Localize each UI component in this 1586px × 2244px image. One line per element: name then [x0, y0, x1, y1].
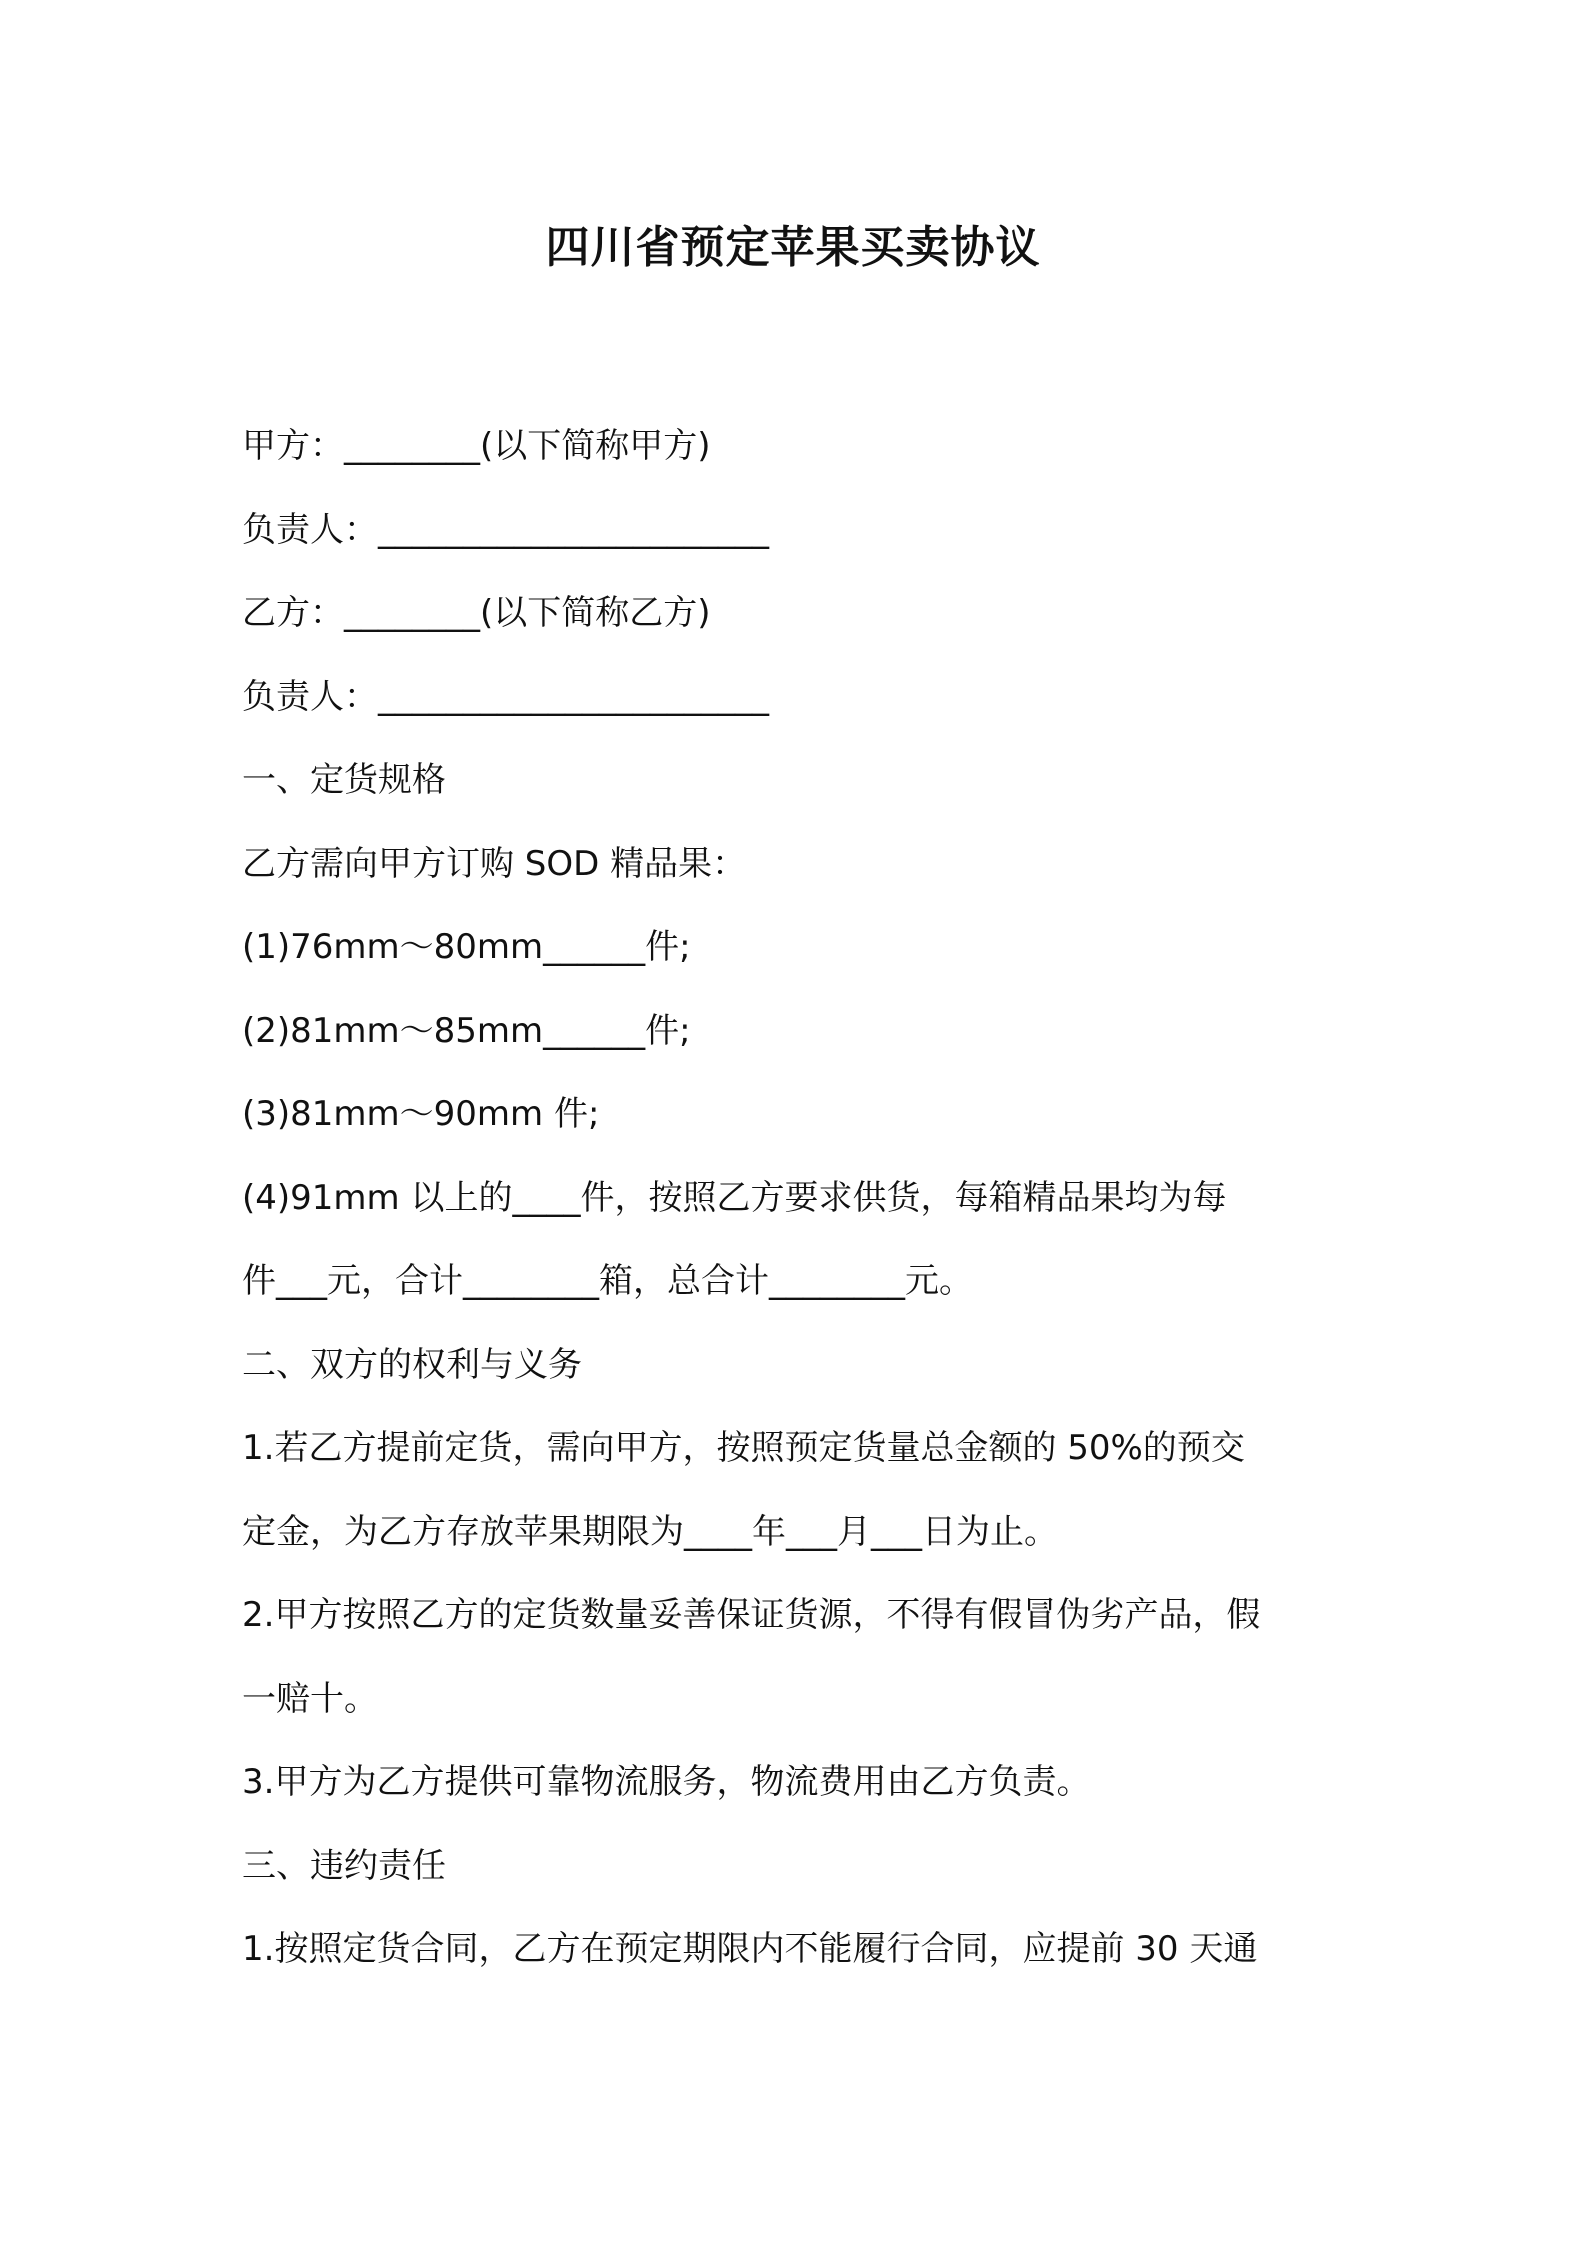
section-heading-specifications: 一、定货规格: [242, 760, 446, 800]
list-item-size-2: (2)81mm～85mm______件;: [242, 1010, 691, 1051]
document-body: [242, 405, 1372, 1992]
document-title: 四川省预定苹果买卖协议: [545, 222, 1041, 273]
party-b-line: 乙方：________(以下简称乙方): [242, 593, 711, 633]
paragraph-line: 件___元，合计________箱，总合计________元。: [242, 1261, 973, 1301]
clause-2-2: 2.甲方按照乙方的定货数量妥善保证货源，不得有假冒伪劣产品，假: [242, 1595, 1261, 1635]
party-a-line: 甲方：________(以下简称甲方): [242, 426, 711, 466]
party-a-representative-line: 负责人：_______________________: [242, 509, 769, 550]
list-item-size-4: (4)91mm 以上的____件，按照乙方要求供货，每箱精品果均为每: [242, 1177, 1227, 1218]
list-item-size-3: (3)81mm～90mm 件;: [242, 1094, 600, 1134]
section-heading-rights-obligations: 二、双方的权利与义务: [242, 1344, 582, 1385]
clause-2-3: 3.甲方为乙方提供可靠物流服务，物流费用由乙方负责。: [242, 1762, 1091, 1802]
clause-3-1: 1.按照定货合同，乙方在预定期限内不能履行合同，应提前 30 天通: [242, 1929, 1258, 1969]
paragraph-line: 乙方需向甲方订购 SOD 精品果：: [242, 843, 747, 884]
paragraph-line: 定金，为乙方存放苹果期限为____年___月___日为止。: [242, 1511, 1058, 1552]
section-heading-liability: 三、违约责任: [242, 1845, 446, 1886]
paragraph-line: 一赔十。: [242, 1678, 378, 1719]
party-b-representative-line: 负责人：_______________________: [242, 676, 769, 717]
clause-2-1: 1.若乙方提前定货，需向甲方，按照预定货量总金额的 50%的预交: [242, 1428, 1245, 1468]
list-item-size-1: (1)76mm～80mm______件;: [242, 927, 691, 967]
